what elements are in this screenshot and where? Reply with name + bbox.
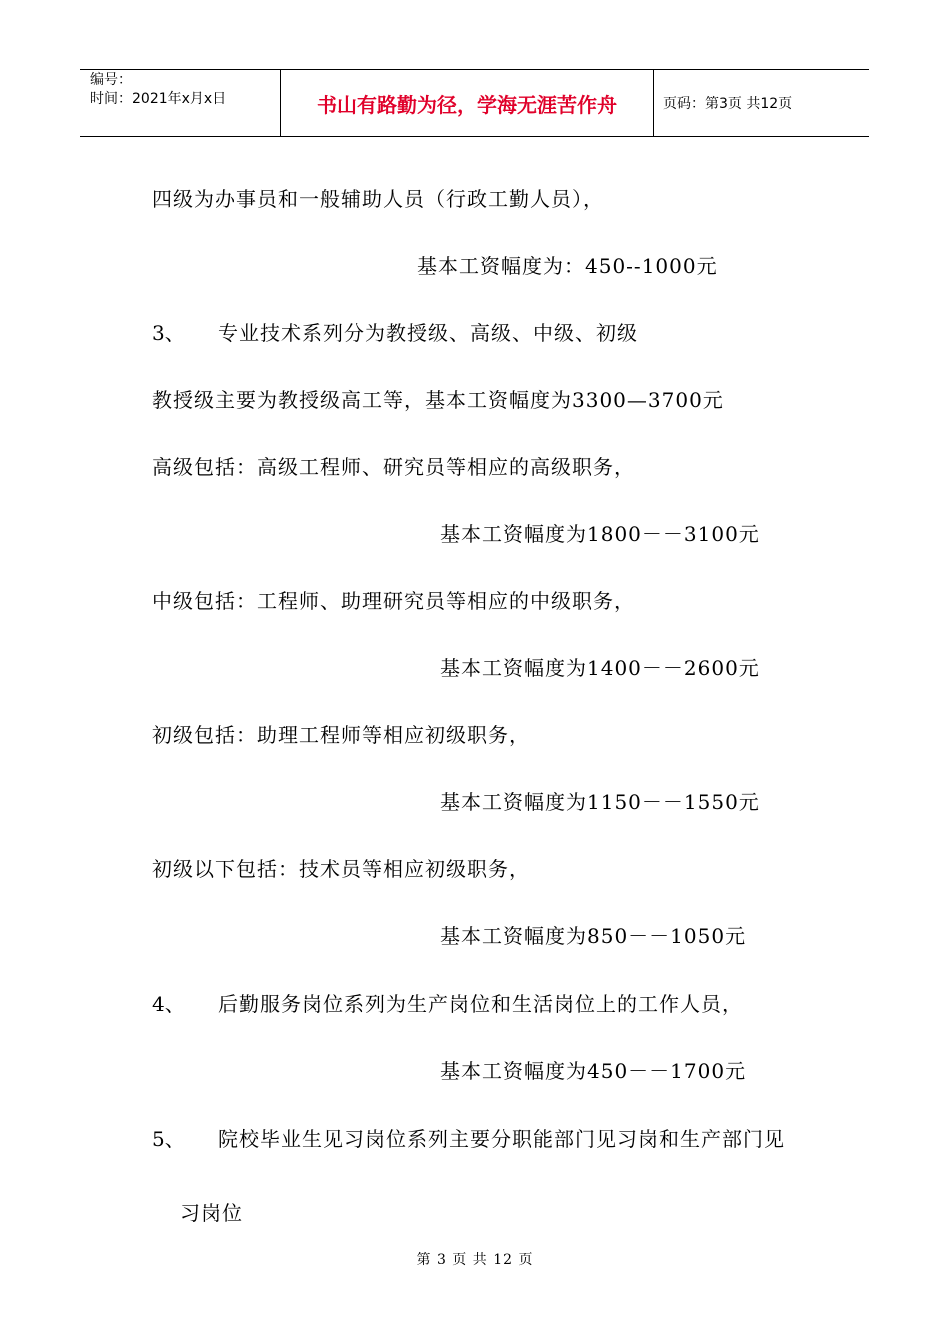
- header-meta: [80, 70, 280, 136]
- salary-range-line: 基本工资幅度为850－－1050元: [440, 924, 747, 948]
- list-number: 4、: [152, 992, 185, 1016]
- salary-range-line: 基本工资幅度为1400－－2600元: [440, 656, 760, 680]
- list-number: 3、: [152, 321, 185, 345]
- list-item-continuation: 习岗位: [180, 1201, 243, 1225]
- list-item-text: 专业技术系列分为教授级、高级、中级、初级: [218, 321, 638, 345]
- text-line: 高级包括：高级工程师、研究员等相应的高级职务，: [152, 455, 635, 479]
- list-number: 5、: [152, 1127, 185, 1151]
- list-item-text: 院校毕业生见习岗位系列主要分职能部门见习岗和生产部门见: [218, 1127, 785, 1151]
- page-footer: 第 3 页 共 12 页: [416, 1252, 534, 1268]
- document-time-label: 时间：2021年x月x日: [90, 91, 227, 107]
- document-number-label: 编号：: [90, 72, 132, 88]
- text-line: 初级以下包括：技术员等相应初级职务，: [152, 857, 530, 881]
- text-line: 教授级主要为教授级高工等，基本工资幅度为3300—3700元: [152, 388, 724, 412]
- text-line: 四级为办事员和一般辅助人员（行政工勤人员），: [152, 187, 604, 211]
- header-page-info: 页码：第3页 共12页: [663, 96, 793, 112]
- salary-range-line: 基本工资幅度为：450--1000元: [417, 254, 718, 278]
- salary-range-line: 基本工资幅度为1150－－1550元: [440, 790, 760, 814]
- text-line: 中级包括：工程师、助理研究员等相应的中级职务，: [152, 589, 635, 613]
- text-line: 初级包括：助理工程师等相应初级职务，: [152, 723, 530, 747]
- page-header: [80, 69, 869, 137]
- header-motto: 书山有路勤为径，学海无涯苦作舟: [280, 70, 654, 136]
- salary-range-line: 基本工资幅度为1800－－3100元: [440, 522, 760, 546]
- list-item-text: 后勤服务岗位系列为生产岗位和生活岗位上的工作人员，: [218, 992, 743, 1016]
- salary-range-line: 基本工资幅度为450－－1700元: [440, 1059, 747, 1083]
